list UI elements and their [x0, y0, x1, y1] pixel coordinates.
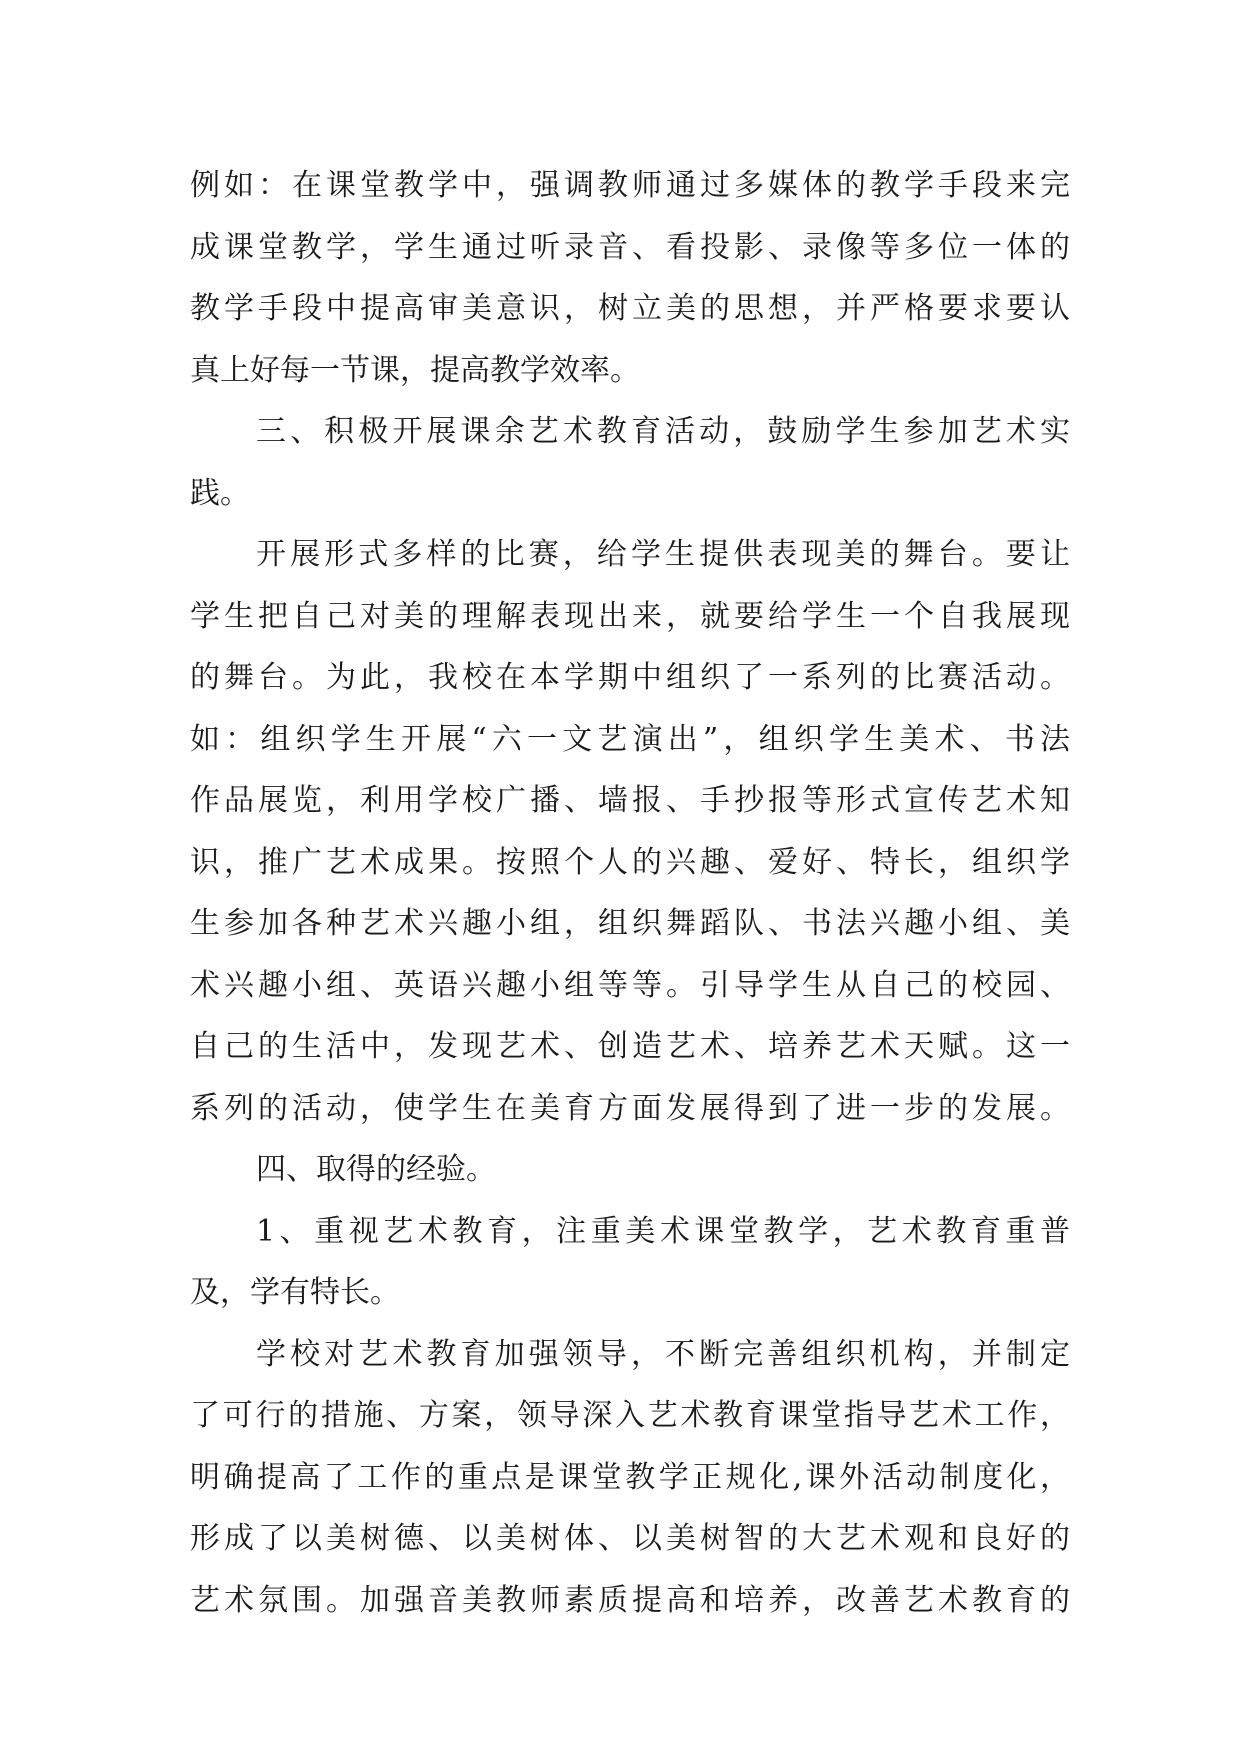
- text-line: 形成了以美树德、以美树体、以美树智的大艺术观和良好的: [190, 1521, 1070, 1556]
- text-line: 及，学有特长。: [190, 1275, 400, 1310]
- text-line: 生参加各种艺术兴趣小组，组织舞蹈队、书法兴趣小组、美: [190, 906, 1070, 941]
- text-line: 学校对艺术教育加强领导，不断完善组织机构，并制定: [256, 1336, 1070, 1372]
- text-line: 开展形式多样的比赛，给学生提供表现美的舞台。要让: [256, 537, 1070, 572]
- text-line: 了可行的措施、方案，领导深入艺术教育课堂指导艺术工作，: [190, 1398, 1070, 1433]
- body-text: [190, 155, 1070, 1631]
- text-line: 明确提高了工作的重点是课堂教学正规化,课外活动制度化，: [190, 1459, 1070, 1495]
- text-line: 学生把自己对美的理解表现出来，就要给学生一个自我展现: [190, 598, 1070, 634]
- text-line: 系列的活动，使学生在美育方面发展得到了进一步的发展。: [190, 1090, 1070, 1126]
- text-line: 作品展览，利用学校广播、墙报、手抄报等形式宣传艺术知: [190, 783, 1070, 818]
- text-line: 四、取得的经验。: [256, 1152, 496, 1187]
- text-line: 真上好每一节课，提高教学效率。: [190, 352, 640, 388]
- text-line: 教学手段中提高审美意识，树立美的思想，并严格要求要认: [190, 291, 1070, 326]
- text-line: 自己的生活中，发现艺术、创造艺术、培养艺术天赋。这一: [190, 1029, 1070, 1064]
- text-line: 的舞台。为此，我校在本学期中组织了一系列的比赛活动。: [190, 660, 1070, 695]
- text-line: 践。: [190, 475, 250, 511]
- text-line: 1、重视艺术教育，注重美术课堂教学，艺术教育重普: [256, 1213, 1070, 1249]
- text-line: 例如：在课堂教学中，强调教师通过多媒体的教学手段来完: [190, 168, 1070, 203]
- text-line: 如：组织学生开展“六一文艺演出”，组织学生美术、书法: [190, 721, 1070, 757]
- text-line: 识，推广艺术成果。按照个人的兴趣、爱好、特长，组织学: [190, 844, 1070, 880]
- text-line: 三、积极开展课余艺术教育活动，鼓励学生参加艺术实: [256, 414, 1070, 449]
- text-line: 成课堂教学，学生通过听录音、看投影、录像等多位一体的: [190, 229, 1070, 265]
- text-line: 术兴趣小组、英语兴趣小组等等。引导学生从自己的校园、: [190, 967, 1070, 1003]
- text-line: 艺术氛围。加强音美教师素质提高和培养，改善艺术教育的: [190, 1582, 1070, 1618]
